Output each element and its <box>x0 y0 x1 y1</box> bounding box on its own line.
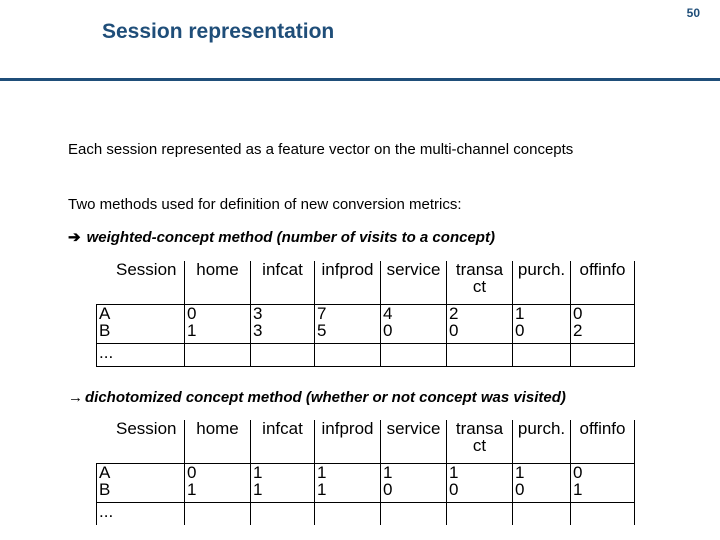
method-dichotomized-label: dichotomized concept method (whether or not concept was visited) <box>85 389 566 406</box>
table-cell <box>571 344 635 367</box>
slide-title: Session representation <box>102 20 335 43</box>
right-arrow-icon: ➔ <box>68 229 81 246</box>
table-cell: 1 1 <box>251 464 315 503</box>
table-cell: 1 1 <box>315 464 381 503</box>
table-cell: 0 2 <box>571 305 635 344</box>
table-header-row <box>97 261 635 305</box>
table-header-cell: Session <box>97 420 185 464</box>
method-weighted-label: weighted-concept method (number of visits to a concept) <box>86 229 495 246</box>
table-header-cell: purch. <box>513 420 571 464</box>
table-header-cell: transa ct <box>447 420 513 464</box>
table-header-cell: offinfo <box>571 261 635 305</box>
table-header-cell: service <box>381 420 447 464</box>
table-cell: 0 1 <box>185 305 251 344</box>
table-row <box>97 344 635 367</box>
slide-number: 50 <box>686 6 700 20</box>
table-cell: 1 0 <box>381 464 447 503</box>
table-header-cell: Session <box>97 261 185 305</box>
table-cell <box>571 503 635 526</box>
table-header-cell: service <box>381 261 447 305</box>
table-cell <box>315 503 381 526</box>
table-cell: 0 1 <box>185 464 251 503</box>
method-weighted <box>68 229 495 247</box>
table-cell: A B <box>97 464 185 503</box>
table-cell: 7 5 <box>315 305 381 344</box>
weighted-concept-table <box>96 261 635 367</box>
table-row <box>97 464 635 503</box>
table-cell <box>251 344 315 367</box>
bullet-methods: Two methods used for definition of new conversion metrics: <box>68 196 462 213</box>
table-cell: 0 1 <box>571 464 635 503</box>
table-header-cell: purch. <box>513 261 571 305</box>
method-dichotomized <box>68 389 566 407</box>
right-arrow-icon: → <box>68 389 83 406</box>
table-cell <box>447 503 513 526</box>
table-cell: ... <box>97 344 185 367</box>
table-cell <box>513 503 571 526</box>
table-header-cell: infcat <box>251 420 315 464</box>
title-divider <box>0 78 720 81</box>
bullet-session-vector: Each session represented as a feature vector on the multi-channel concepts <box>68 141 574 158</box>
table-cell <box>381 503 447 526</box>
dichotomized-concept-table <box>96 420 635 525</box>
table-cell <box>185 503 251 526</box>
table-cell: 3 3 <box>251 305 315 344</box>
table-cell <box>185 344 251 367</box>
table-header-cell: transa ct <box>447 261 513 305</box>
table-header-cell: infprod <box>315 261 381 305</box>
table-header-row <box>97 420 635 464</box>
table-header-cell: home <box>185 261 251 305</box>
table-cell <box>315 344 381 367</box>
table-header-cell: offinfo <box>571 420 635 464</box>
table-header-cell: infcat <box>251 261 315 305</box>
table-cell: 4 0 <box>381 305 447 344</box>
table-cell: 1 0 <box>513 305 571 344</box>
table-cell: 2 0 <box>447 305 513 344</box>
table-cell <box>447 344 513 367</box>
table-header-cell: home <box>185 420 251 464</box>
table-row <box>97 305 635 344</box>
table-cell <box>251 503 315 526</box>
table-header-cell: infprod <box>315 420 381 464</box>
table-cell: 1 0 <box>513 464 571 503</box>
table-cell: A B <box>97 305 185 344</box>
table-cell: ... <box>97 503 185 526</box>
table-cell <box>381 344 447 367</box>
table-cell <box>513 344 571 367</box>
table-cell: 1 0 <box>447 464 513 503</box>
table-row <box>97 503 635 526</box>
